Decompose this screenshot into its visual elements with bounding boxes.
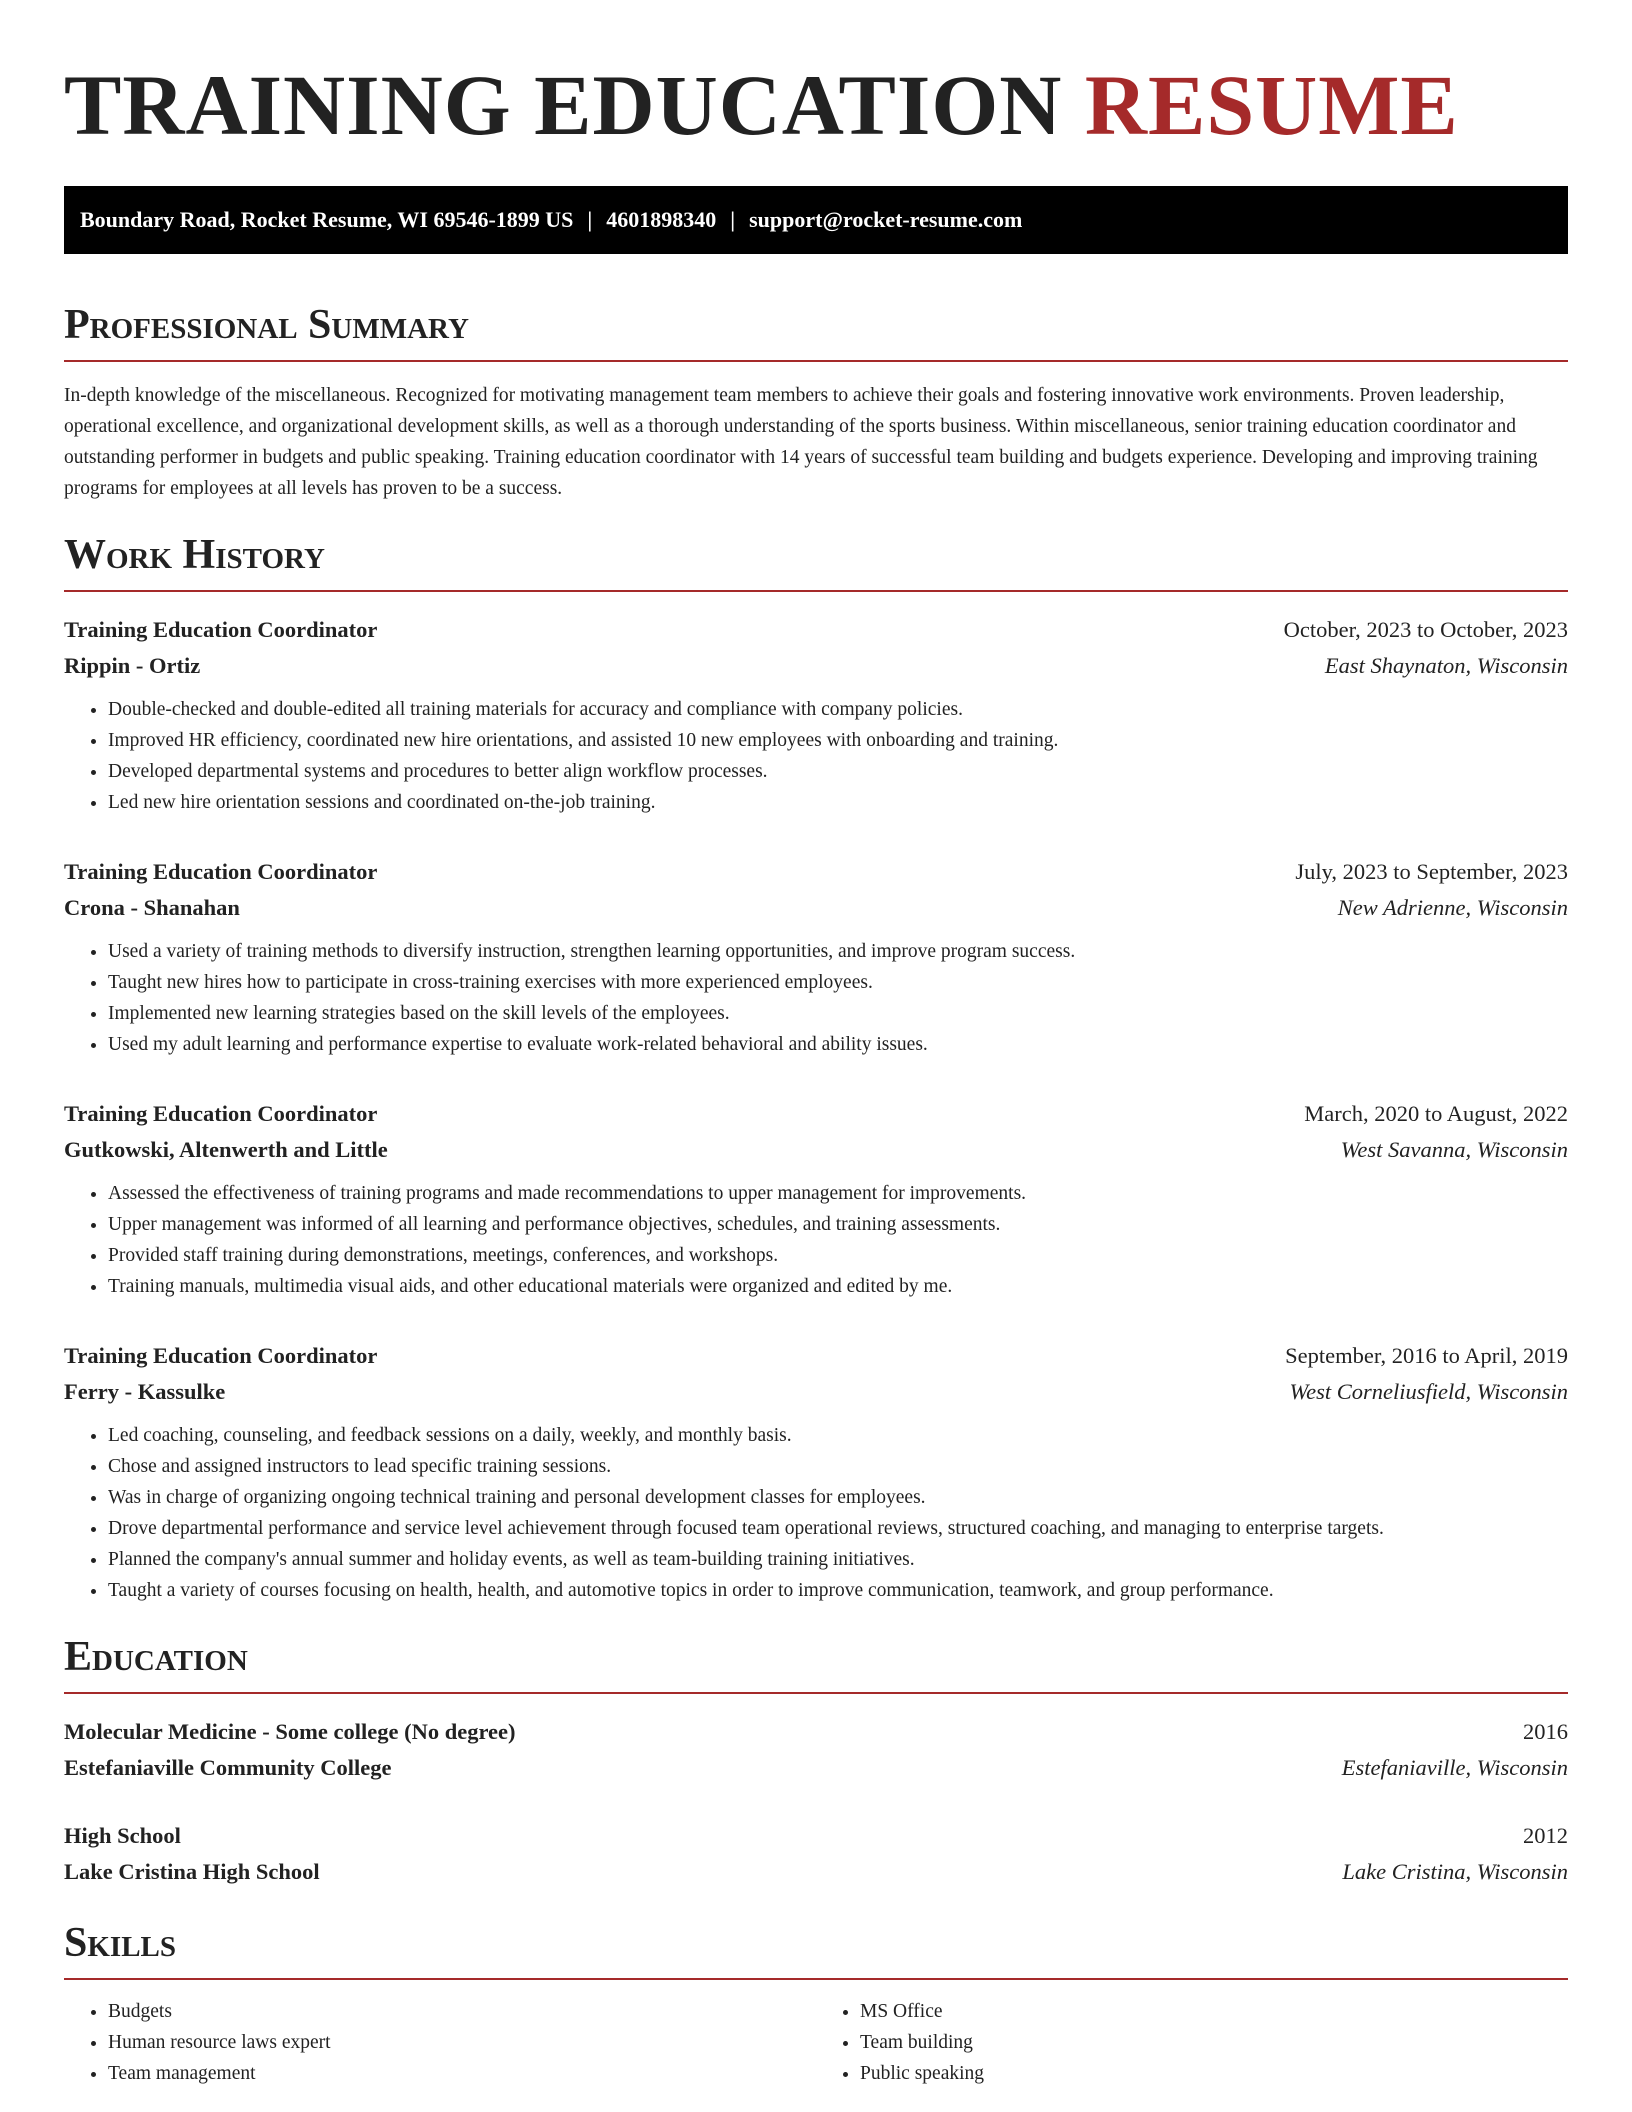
skill-item: • Team management [108,2058,816,2089]
education-heading: Education [64,1636,1568,1694]
job-bullet: • Assessed the effectiveness of training programs and made recommendations to upper management for improvements. [108,1178,1568,1209]
education-school: Lake Cristina High School [64,1859,320,1884]
job-title-row [64,854,1568,890]
education-entry [64,1818,1568,1890]
work-history-section [64,534,1568,1606]
job-title: Training Education Coordinator [64,1101,378,1126]
education-year: 2012 [1523,1823,1568,1848]
skills-section [64,1922,1568,2089]
skills-heading: Skills [64,1922,1568,1980]
education-degree: Molecular Medicine - Some college (No degree) [64,1719,516,1744]
job-bullet: • Used a variety of training methods to diversify instruction, strengthen learning opportunities, and improve program success. [108,936,1568,967]
contact-address: Boundary Road, Rocket Resume, WI 69546-1899 US [80,207,574,232]
contact-separator: | [587,207,593,232]
skill-item: • MS Office [860,1996,1568,2027]
job-bullet: • Upper management was informed of all learning and performance objectives, schedules, and training assessments. [108,1209,1568,1240]
job-entry [64,1096,1568,1302]
education-school-row [64,1854,1568,1890]
job-bullet: • Double-checked and double-edited all training materials for accuracy and compliance with company policies. [108,694,1568,725]
job-bullets [64,694,1568,818]
education-entry [64,1714,1568,1786]
education-location: Lake Cristina, Wisconsin [1342,1859,1568,1884]
skill-item: • Public speaking [860,2058,1568,2089]
resume-title [64,57,1568,153]
job-location: East Shaynaton, Wisconsin [1324,653,1568,678]
job-title: Training Education Coordinator [64,1343,378,1368]
education-degree-row [64,1818,1568,1854]
job-bullets [64,1420,1568,1606]
job-entry [64,612,1568,818]
job-bullet: • Provided staff training during demonstrations, meetings, conferences, and workshops. [108,1240,1568,1271]
job-company: Rippin - Ortiz [64,653,201,678]
job-location: West Corneliusfield, Wisconsin [1289,1379,1568,1404]
education-school: Estefaniaville Community College [64,1755,392,1780]
skill-item: • Budgets [108,1996,816,2027]
contact-email: support@rocket-resume.com [749,207,1023,232]
job-company-row [64,648,1568,684]
education-location: Estefaniaville, Wisconsin [1341,1755,1568,1780]
job-bullet: • Was in charge of organizing ongoing technical training and personal development classes for employees. [108,1482,1568,1513]
contact-separator: | [730,207,736,232]
summary-heading: Professional Summary [64,304,1568,362]
job-dates: March, 2020 to August, 2022 [1304,1101,1568,1126]
job-bullet: • Led coaching, counseling, and feedback sessions on a daily, weekly, and monthly basis. [108,1420,1568,1451]
job-bullet: • Chose and assigned instructors to lead specific training sessions. [108,1451,1568,1482]
summary-text: In-depth knowledge of the miscellaneous. Recognized for motivating management team members to achieve their goals and fostering innovative work environments. Proven leadership, operational excellence, and organizational development skills, as well as a thorough understanding of the sports business. Within miscellaneous, senior training education coordinator and outstanding performer in budgets and public speaking. Training education coordinator with 14 years of successful team building and budgets experience. Developing and improving training programs for employees at all levels has proven to be a success. [64,385,1538,499]
job-bullet: • Planned the company's annual summer and holiday events, as well as team-building training initiatives. [108,1544,1568,1575]
job-bullets [64,1178,1568,1302]
job-bullet: • Taught a variety of courses focusing on health, health, and automotive topics in order to improve communication, teamwork, and group performance. [108,1575,1568,1606]
job-dates: October, 2023 to October, 2023 [1283,617,1568,642]
job-bullet: • Training manuals, multimedia visual aids, and other educational materials were organized and edited by me. [108,1271,1568,1302]
job-location: New Adrienne, Wisconsin [1337,895,1568,920]
skill-item: • Team building [860,2027,1568,2058]
job-location: West Savanna, Wisconsin [1340,1137,1568,1162]
job-dates: July, 2023 to September, 2023 [1295,859,1568,884]
job-company: Gutkowski, Altenwerth and Little [64,1137,388,1162]
work-history-heading: Work History [64,534,1568,592]
job-company: Crona - Shanahan [64,895,240,920]
job-title-row [64,612,1568,648]
skills-column-right [816,1996,1568,2089]
education-degree: High School [64,1823,181,1848]
job-bullet: • Led new hire orientation sessions and coordinated on-the-job training. [108,787,1568,818]
job-bullet: • Drove departmental performance and service level achievement through focused team operational reviews, structured coaching, and managing to enterprise targets. [108,1513,1568,1544]
contact-bar [64,186,1568,254]
job-company-row [64,1374,1568,1410]
job-title-row [64,1338,1568,1374]
job-title: Training Education Coordinator [64,617,378,642]
job-dates: September, 2016 to April, 2019 [1285,1343,1568,1368]
job-company-row [64,890,1568,926]
job-bullet: • Improved HR efficiency, coordinated new hire orientations, and assisted 10 new employees with onboarding and training. [108,725,1568,756]
education-degree-row [64,1714,1568,1750]
resume-title-main: TRAINING EDUCATION [64,57,1063,153]
contact-phone: 4601898340 [606,207,717,232]
job-bullet: • Used my adult learning and performance expertise to evaluate work-related behavioral and ability issues. [108,1029,1568,1060]
summary-section [64,304,1568,504]
education-school-row [64,1750,1568,1786]
resume-title-accent: RESUME [1084,57,1459,153]
job-bullet: • Implemented new learning strategies based on the skill levels of the employees. [108,998,1568,1029]
job-bullet: • Developed departmental systems and procedures to better align workflow processes. [108,756,1568,787]
job-title-row [64,1096,1568,1132]
job-bullet: • Taught new hires how to participate in cross-training exercises with more experienced employees. [108,967,1568,998]
job-company-row [64,1132,1568,1168]
skills-grid [64,1996,1568,2089]
job-title: Training Education Coordinator [64,859,378,884]
job-bullets [64,936,1568,1060]
education-year: 2016 [1523,1719,1568,1744]
job-entry [64,1338,1568,1606]
job-entry [64,854,1568,1060]
education-section [64,1636,1568,1890]
skill-item: • Human resource laws expert [108,2027,816,2058]
skills-column-left [64,1996,816,2089]
job-company: Ferry - Kassulke [64,1379,226,1404]
